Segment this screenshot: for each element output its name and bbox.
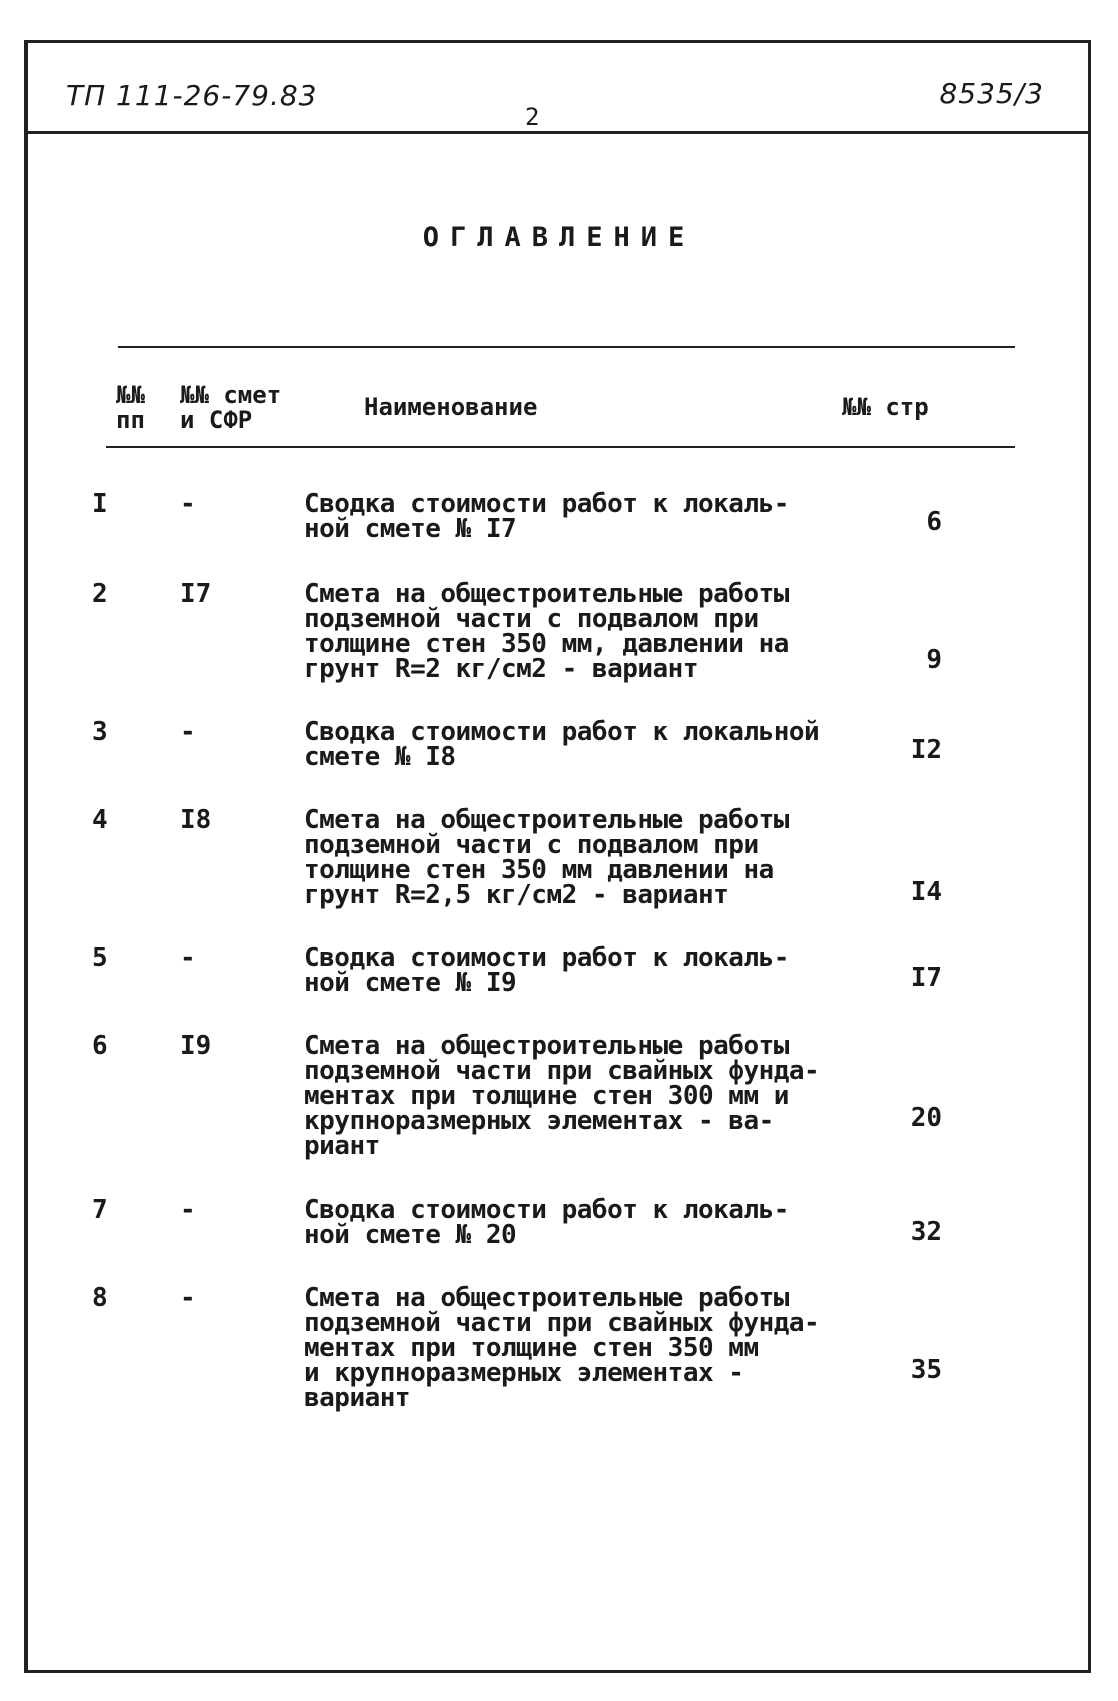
row-name: Смета на общестроительные работы подземной части с подвалом при толщине стен 350 мм давлении на грунт R=2,5 кг/см2 - вариант <box>304 805 789 910</box>
row-page: I2 <box>910 735 942 765</box>
row-number: 3 <box>92 717 108 747</box>
col-header-name: Наименование <box>364 393 538 421</box>
row-number: 4 <box>92 805 108 835</box>
row-page: 6 <box>926 507 942 537</box>
row-name: Смета на общестроительные работы подземной части при свайных фунда- ментах при толщине стен 300 мм и крупноразмерных элементах - ва- риант <box>304 1031 820 1161</box>
inventory-code: 8535/3 <box>939 77 1044 110</box>
row-name: Сводка стоимости работ к локальной смете № I8 <box>304 717 820 772</box>
row-number: 2 <box>92 579 108 609</box>
row-number: 7 <box>92 1195 108 1225</box>
row-name: Сводка стоимости работ к локаль- ной смете № 20 <box>304 1195 789 1250</box>
row-page: 35 <box>910 1355 942 1385</box>
row-estimate: I7 <box>180 579 212 609</box>
row-page: I4 <box>910 877 942 907</box>
row-number: I <box>92 489 108 519</box>
page-title: ОГЛАВЛЕНИЕ <box>422 222 696 253</box>
row-estimate: - <box>180 489 196 519</box>
table-header-rule <box>106 446 1015 448</box>
header-divider <box>28 131 1088 134</box>
row-name: Сводка стоимости работ к локаль- ной смете № I7 <box>304 489 789 544</box>
row-name: Смета на общестроительные работы подземной части с подвалом при толщине стен 350 мм, давлении на грунт R=2 кг/см2 - вариант <box>304 579 789 684</box>
row-name: Сводка стоимости работ к локаль- ной смете № I9 <box>304 943 789 998</box>
row-page: I7 <box>910 963 942 993</box>
row-number: 6 <box>92 1031 108 1061</box>
row-number: 5 <box>92 943 108 973</box>
row-name: Смета на общестроительные работы подземной части при свайных фунда- ментах при толщине стен 350 мм и крупноразмерных элементах - вариант <box>304 1283 820 1413</box>
table-top-rule <box>118 346 1015 348</box>
row-estimate: - <box>180 717 196 747</box>
row-page: 20 <box>910 1103 942 1133</box>
row-estimate: I8 <box>180 805 212 835</box>
page-number: 2 <box>525 103 540 131</box>
row-estimate: I9 <box>180 1031 212 1061</box>
document-code: ТП 111-26-79.83 <box>66 79 318 112</box>
col-header-estimate: №№ смет и СФР <box>180 381 282 434</box>
col-header-page: №№ стр <box>842 393 929 421</box>
col-header-num: №№ пп <box>116 381 145 434</box>
row-number: 8 <box>92 1283 108 1313</box>
row-page: 32 <box>910 1217 942 1247</box>
row-estimate: - <box>180 1283 196 1313</box>
row-estimate: - <box>180 943 196 973</box>
row-estimate: - <box>180 1195 196 1225</box>
row-page: 9 <box>926 645 942 675</box>
